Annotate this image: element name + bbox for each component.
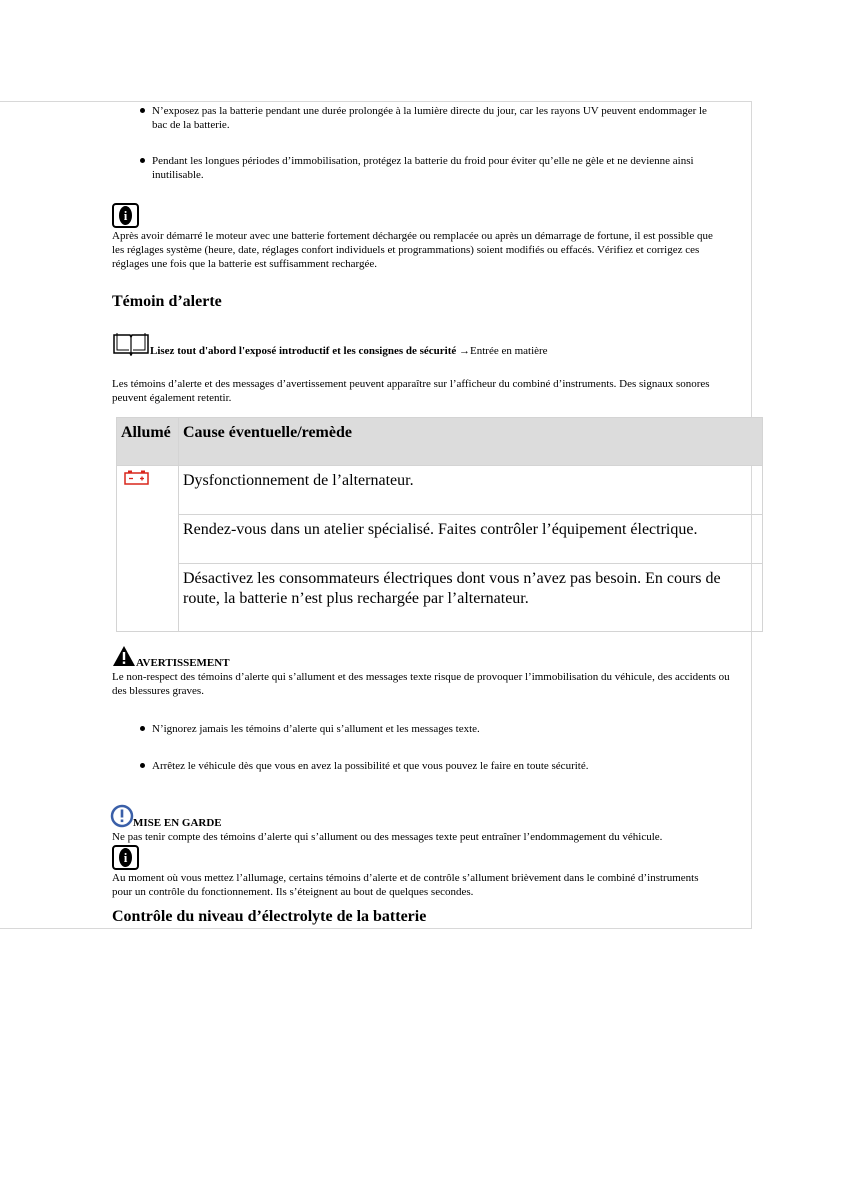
caution-text: Ne pas tenir compte des témoins d’alerte qui s’allument ou des messages texte peut entraîner l’endommagement du véhicule. bbox=[112, 831, 663, 843]
note-battery-reset: Après avoir démarré le moteur avec une batterie fortement déchargée ou remplacée ou après un démarrage de fortune, il est possible que les réglages système (heure, date, réglages confort individuels et programmations) soient modifiés ou effacés. Vérifiez et corrigez ces réglages une fois que la batterie est suffisamment rechargée. bbox=[112, 230, 713, 270]
read-first-text: Lisez tout d'abord l'exposé introductif et les consignes de sécurité bbox=[150, 345, 457, 357]
warning-bullet-ignore: N’ignorez jamais les témoins d’alerte qui s’allument et les messages texte. bbox=[152, 723, 480, 735]
caution-title: MISE EN GARDE bbox=[133, 817, 222, 829]
warning-title: AVERTISSEMENT bbox=[136, 657, 230, 669]
table-cell: Rendez-vous dans un atelier spécialisé. Faites contrôler l’équipement électrique. bbox=[178, 515, 762, 564]
link-entree-en-matiere[interactable]: Entrée en matière bbox=[470, 345, 548, 357]
bullet-uv: N’exposez pas la batterie pendant une durée prolongée à la lumière directe du jour, car les rayons UV peuvent endommager le bac de la batterie. bbox=[152, 105, 707, 131]
bullet-froid: Pendant les longues périodes d’immobilisation, protégez la batterie du froid pour éviter qu’elle ne gèle et ne devienne ainsi inutilisable. bbox=[152, 155, 694, 181]
note-ignition-check: Au moment où vous mettez l’allumage, certains témoins d’alerte et de contrôle s’allument brièvement dans le combiné d’instruments pour un contrôle du fonctionnement. Ils s’éteignent au bout de quelques secondes. bbox=[112, 872, 699, 898]
intro-paragraph: Les témoins d’alerte et des messages d’avertissement peuvent apparaître sur l’afficheur du combiné d’instruments. Des signaux sonores peuvent également retentir. bbox=[112, 378, 710, 404]
table-row bbox=[117, 564, 763, 632]
table-row bbox=[117, 466, 763, 515]
warning-bullet-stop: Arrêtez le véhicule dès que vous en avez la possibilité et que vous pouvez le faire en toute sécurité. bbox=[152, 760, 589, 772]
table-cell: Dysfonctionnement de l’alternateur. bbox=[178, 466, 762, 515]
warning-light-table bbox=[116, 417, 763, 632]
warning-text: Le non-respect des témoins d’alerte qui s’allument et des messages texte risque de provoquer l’immobilisation du véhicule, des accidents ou des blessures graves. bbox=[112, 671, 730, 697]
table-row bbox=[117, 515, 763, 564]
warning-triangle-icon bbox=[112, 645, 136, 667]
read-first-line bbox=[150, 344, 548, 358]
section-heading-temoin: Témoin d’alerte bbox=[112, 293, 222, 310]
battery-warning-icon bbox=[124, 470, 150, 486]
table-header-row bbox=[117, 418, 763, 466]
arrow-glyph: → bbox=[459, 345, 470, 357]
bullet-dot bbox=[140, 763, 145, 768]
column-header-cause: Cause éventuelle/remède bbox=[178, 418, 762, 466]
bullet-dot bbox=[140, 158, 145, 163]
section-heading-electrolyte: Contrôle du niveau d’électrolyte de la batterie bbox=[112, 908, 427, 925]
info-icon: i bbox=[112, 845, 139, 870]
info-icon: i bbox=[112, 203, 139, 228]
bullet-dot bbox=[140, 726, 145, 731]
icon-cell bbox=[117, 466, 179, 632]
bullet-dot bbox=[140, 108, 145, 113]
book-icon bbox=[112, 332, 150, 356]
table-cell: Désactivez les consommateurs électriques dont vous n’avez pas besoin. En cours de route, la batterie n’est plus rechargée par l’alternateur. bbox=[178, 564, 762, 632]
caution-exclamation-icon bbox=[110, 804, 134, 828]
column-header-allume: Allumé bbox=[117, 418, 179, 466]
